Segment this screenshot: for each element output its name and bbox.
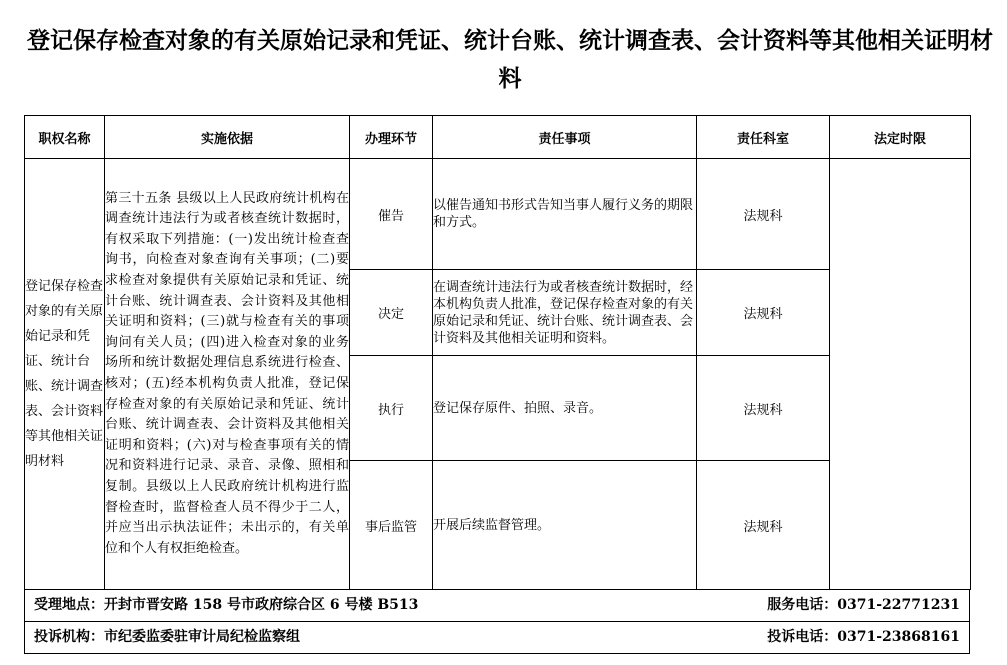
department-cell: 法规科 <box>697 159 830 270</box>
service-phone-text: 服务电话：0371-22771231 <box>767 597 960 613</box>
department-cell: 法规科 <box>697 461 830 590</box>
table-header-row <box>25 116 971 159</box>
step-cell: 决定 <box>350 270 433 356</box>
responsibility-table <box>24 115 971 590</box>
complaint-org-text: 投诉机构：市纪委监委驻审计局纪检监察组 <box>34 629 300 645</box>
header-department: 责任科室 <box>697 116 830 159</box>
duty-cell: 以催告通知书形式告知当事人履行义务的期限和方式。 <box>433 159 697 270</box>
header-step: 办理环节 <box>350 116 433 159</box>
step-cell: 催告 <box>350 159 433 270</box>
step-cell: 事后监管 <box>350 461 433 590</box>
header-basis: 实施依据 <box>105 116 350 159</box>
power-name-cell: 登记保存检查对象的有关原始记录和凭证、统计台账、统计调查表、会计资料等其他相关证明材料 <box>25 159 105 590</box>
header-power-name: 职权名称 <box>25 116 105 159</box>
time-limit-cell <box>830 159 971 590</box>
header-duty: 责任事项 <box>433 116 697 159</box>
step-cell: 执行 <box>350 356 433 461</box>
header-time-limit: 法定时限 <box>830 116 971 159</box>
address-row <box>24 590 970 622</box>
duty-cell: 在调查统计违法行为或者核查统计数据时，经本机构负责人批准，登记保存检查对象的有关原始记录和凭证、统计台账、统计调查表、会计资料及其他相关证明和资料。 <box>433 270 697 356</box>
department-cell: 法规科 <box>697 270 830 356</box>
table-row <box>25 159 971 270</box>
page-title: 登记保存检查对象的有关原始记录和凭证、统计台账、统计调查表、会计资料等其他相关证明材料 <box>27 27 993 92</box>
complaint-row <box>24 622 970 654</box>
basis-cell: 第三十五条 县级以上人民政府统计机构在调查统计违法行为或者核查统计数据时，有权采取下列措施：(一)发出统计检查查询书，向检查对象查询有关事项；(二)要求检查对象提供有关原始记录和凭证、统计台账、统计调查表、会计资料及其他相关证明和资料；(三)就与检查有关的事项询问有关人员；(四)进入检查对象的业务场所和统计数据处理信息系统进行检查、核对；(五)经本机构负责人批准，登记保存检查对象的有关原始记录和凭证、统计台账、统计调查表、会计资料及其他相关证明和资料；(六)对与检查事项有关的情况和资料进行记录、录音、录像、照相和复制。县级以上人民政府统计机构进行监督检查时，监督检查人员不得少于二人，并应当出示执法证件；未出示的，有关单位和个人有权拒绝检查。 <box>105 159 350 590</box>
complaint-phone-text: 投诉电话：0371-23868161 <box>767 629 960 645</box>
duty-cell: 登记保存原件、拍照、录音。 <box>433 356 697 461</box>
department-cell: 法规科 <box>697 356 830 461</box>
duty-cell: 开展后续监督管理。 <box>433 461 697 590</box>
address-text: 受理地点：开封市晋安路 158 号市政府综合区 6 号楼 B513 <box>34 597 419 613</box>
